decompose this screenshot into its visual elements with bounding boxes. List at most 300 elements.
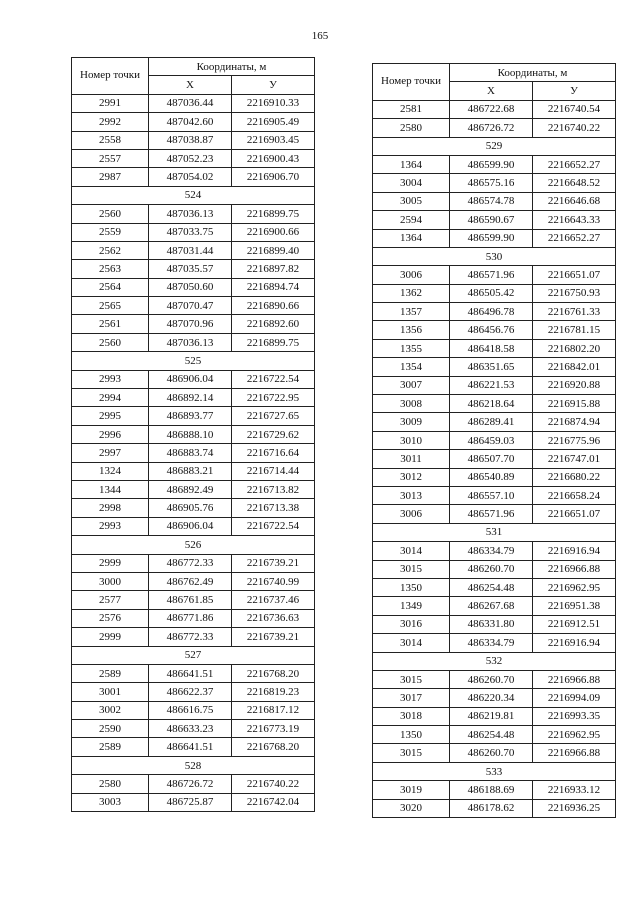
y-coordinate-cell: 2216899.75: [232, 333, 315, 351]
x-coordinate-cell: 486220.34: [450, 689, 533, 707]
point-number-cell: 3014: [373, 634, 450, 652]
y-coordinate-cell: 2216900.66: [232, 223, 315, 241]
x-coordinate-cell: 486599.90: [450, 155, 533, 173]
table-row: [72, 407, 315, 425]
table-row: [373, 578, 616, 596]
point-number-cell: 3006: [373, 505, 450, 523]
table-row: [373, 597, 616, 615]
point-number-cell: 1357: [373, 303, 450, 321]
point-number-cell: 3013: [373, 486, 450, 504]
table-row: [72, 499, 315, 517]
y-coordinate-cell: 2216906.70: [232, 168, 315, 186]
y-coordinate-cell: 2216680.22: [533, 468, 616, 486]
table-row: [373, 376, 616, 394]
point-number-cell: 1362: [373, 284, 450, 302]
x-coordinate-cell: 486331.80: [450, 615, 533, 633]
point-number-cell: 2560: [72, 205, 149, 223]
point-number-cell: 2559: [72, 223, 149, 241]
x-coordinate-cell: 487035.57: [149, 260, 232, 278]
point-number-header: Номер точки: [373, 64, 450, 101]
table-row: [373, 431, 616, 449]
y-coordinate-cell: 2216652.27: [533, 229, 616, 247]
y-header: У: [232, 76, 315, 94]
x-coordinate-cell: 486260.70: [450, 670, 533, 688]
point-number-cell: 1324: [72, 462, 149, 480]
y-coordinate-cell: 2216962.95: [533, 578, 616, 596]
table-row: [72, 131, 315, 149]
y-coordinate-cell: 2216740.22: [232, 775, 315, 793]
y-coordinate-cell: 2216933.12: [533, 781, 616, 799]
table-header-row: [373, 64, 616, 82]
section-number: 526: [72, 536, 315, 554]
table-row: [72, 278, 315, 296]
table-row: [72, 94, 315, 112]
point-number-cell: 2991: [72, 94, 149, 112]
table-row: [373, 542, 616, 560]
y-coordinate-cell: 2216747.01: [533, 450, 616, 468]
table-row: [373, 395, 616, 413]
page-number: 165: [311, 30, 329, 42]
x-coordinate-cell: 486762.49: [149, 572, 232, 590]
y-coordinate-cell: 2216897.82: [232, 260, 315, 278]
table-row: [72, 683, 315, 701]
section-row: [72, 186, 315, 204]
section-row: [72, 536, 315, 554]
point-number-cell: 2993: [72, 517, 149, 535]
x-coordinate-cell: 486418.58: [450, 339, 533, 357]
section-row: [373, 247, 616, 265]
x-coordinate-cell: 486905.76: [149, 499, 232, 517]
point-number-cell: 3012: [373, 468, 450, 486]
table-row: [373, 707, 616, 725]
y-coordinate-cell: 2216716.64: [232, 444, 315, 462]
table-row: [373, 339, 616, 357]
section-number: 531: [373, 523, 616, 541]
x-coordinate-cell: 487036.13: [149, 333, 232, 351]
point-number-cell: 3008: [373, 395, 450, 413]
point-number-cell: 3015: [373, 560, 450, 578]
y-coordinate-cell: 2216962.95: [533, 726, 616, 744]
y-coordinate-cell: 2216900.43: [232, 149, 315, 167]
y-coordinate-cell: 2216739.21: [232, 628, 315, 646]
table-row: [373, 321, 616, 339]
x-coordinate-cell: 486641.51: [149, 738, 232, 756]
table-row: [72, 389, 315, 407]
point-number-cell: 3007: [373, 376, 450, 394]
section-number: 528: [72, 756, 315, 774]
x-coordinate-cell: 487033.75: [149, 223, 232, 241]
point-number-cell: 1350: [373, 726, 450, 744]
y-coordinate-cell: 2216912.51: [533, 615, 616, 633]
y-coordinate-cell: 2216739.21: [232, 554, 315, 572]
point-number-cell: 3002: [72, 701, 149, 719]
point-number-cell: 3006: [373, 266, 450, 284]
y-coordinate-cell: 2216802.20: [533, 339, 616, 357]
table-row: [72, 205, 315, 223]
y-coordinate-cell: 2216768.20: [232, 664, 315, 682]
point-number-cell: 2560: [72, 333, 149, 351]
table-row: [72, 775, 315, 793]
x-coordinate-cell: 486590.67: [450, 211, 533, 229]
y-coordinate-cell: 2216817.12: [232, 701, 315, 719]
section-row: [373, 652, 616, 670]
table-row: [373, 799, 616, 817]
point-number-cell: 1354: [373, 358, 450, 376]
point-number-cell: 2999: [72, 554, 149, 572]
y-coordinate-cell: 2216729.62: [232, 425, 315, 443]
x-coordinate-cell: 487070.47: [149, 297, 232, 315]
x-coordinate-cell: 486892.49: [149, 480, 232, 498]
point-number-cell: 3015: [373, 744, 450, 762]
table-row: [373, 486, 616, 504]
point-number-cell: 3015: [373, 670, 450, 688]
y-coordinate-cell: 2216842.01: [533, 358, 616, 376]
point-number-cell: 3020: [373, 799, 450, 817]
x-coordinate-cell: 486772.33: [149, 628, 232, 646]
table-row: [72, 572, 315, 590]
table-row: [72, 241, 315, 259]
x-coordinate-cell: 486334.79: [450, 542, 533, 560]
y-coordinate-cell: 2216722.54: [232, 517, 315, 535]
y-coordinate-cell: 2216713.38: [232, 499, 315, 517]
point-number-cell: 1356: [373, 321, 450, 339]
x-coordinate-cell: 486218.64: [450, 395, 533, 413]
coordinates-header: Координаты, м: [149, 58, 315, 76]
table-row: [72, 462, 315, 480]
table-row: [373, 211, 616, 229]
x-coordinate-cell: 487042.60: [149, 113, 232, 131]
section-row: [72, 352, 315, 370]
x-coordinate-cell: 486883.21: [149, 462, 232, 480]
point-number-cell: 3010: [373, 431, 450, 449]
x-coordinate-cell: 486761.85: [149, 591, 232, 609]
x-coordinate-cell: 486574.78: [450, 192, 533, 210]
y-coordinate-cell: 2216736.63: [232, 609, 315, 627]
table-row: [72, 591, 315, 609]
x-coordinate-cell: 486726.72: [450, 119, 533, 137]
y-coordinate-cell: 2216648.52: [533, 174, 616, 192]
point-number-cell: 2995: [72, 407, 149, 425]
point-number-cell: 2580: [72, 775, 149, 793]
x-coordinate-cell: 486906.04: [149, 370, 232, 388]
x-coordinate-cell: 486260.70: [450, 560, 533, 578]
y-coordinate-cell: 2216643.33: [533, 211, 616, 229]
x-coordinate-cell: 487070.96: [149, 315, 232, 333]
table-row: [373, 100, 616, 118]
coordinates-table-left: [71, 57, 315, 812]
x-coordinate-cell: 486289.41: [450, 413, 533, 431]
x-coordinate-cell: 486507.70: [450, 450, 533, 468]
x-coordinate-cell: 486334.79: [450, 634, 533, 652]
x-coordinate-cell: 487036.44: [149, 94, 232, 112]
x-header: X: [149, 76, 232, 94]
x-coordinate-cell: 486540.89: [450, 468, 533, 486]
y-coordinate-cell: 2216966.88: [533, 560, 616, 578]
point-number-cell: 1355: [373, 339, 450, 357]
y-coordinate-cell: 2216993.35: [533, 707, 616, 725]
table-row: [373, 303, 616, 321]
table-row: [373, 726, 616, 744]
x-coordinate-cell: 487031.44: [149, 241, 232, 259]
point-number-cell: 3009: [373, 413, 450, 431]
table-row: [373, 560, 616, 578]
x-coordinate-cell: 486571.96: [450, 505, 533, 523]
point-number-cell: 2562: [72, 241, 149, 259]
table-row: [72, 517, 315, 535]
y-coordinate-cell: 2216658.24: [533, 486, 616, 504]
point-number-cell: 3003: [72, 793, 149, 811]
table-row: [72, 370, 315, 388]
x-coordinate-cell: 486906.04: [149, 517, 232, 535]
y-coordinate-cell: 2216951.38: [533, 597, 616, 615]
x-coordinate-cell: 486254.48: [450, 578, 533, 596]
point-number-cell: 3004: [373, 174, 450, 192]
x-coordinate-cell: 486641.51: [149, 664, 232, 682]
section-number: 530: [373, 247, 616, 265]
x-coordinate-cell: 486505.42: [450, 284, 533, 302]
table-row: [373, 670, 616, 688]
section-number: 525: [72, 352, 315, 370]
y-coordinate-cell: 2216714.44: [232, 462, 315, 480]
point-number-cell: 2580: [373, 119, 450, 137]
table-row: [72, 297, 315, 315]
table-row: [72, 113, 315, 131]
x-coordinate-cell: 486459.03: [450, 431, 533, 449]
point-number-cell: 2994: [72, 389, 149, 407]
y-coordinate-cell: 2216874.94: [533, 413, 616, 431]
point-number-cell: 2993: [72, 370, 149, 388]
table-row: [72, 793, 315, 811]
table-row: [72, 425, 315, 443]
y-coordinate-cell: 2216936.25: [533, 799, 616, 817]
y-coordinate-cell: 2216742.04: [232, 793, 315, 811]
x-coordinate-cell: 486575.16: [450, 174, 533, 192]
x-coordinate-cell: 486726.72: [149, 775, 232, 793]
y-coordinate-cell: 2216966.88: [533, 670, 616, 688]
point-number-cell: 2987: [72, 168, 149, 186]
table-row: [72, 720, 315, 738]
y-coordinate-cell: 2216740.99: [232, 572, 315, 590]
section-number: 524: [72, 186, 315, 204]
x-coordinate-cell: 486616.75: [149, 701, 232, 719]
table-row: [72, 480, 315, 498]
y-coordinate-cell: 2216781.15: [533, 321, 616, 339]
point-number-cell: 2563: [72, 260, 149, 278]
x-coordinate-cell: 486622.37: [149, 683, 232, 701]
section-row: [373, 762, 616, 780]
table-row: [373, 358, 616, 376]
y-coordinate-cell: 2216740.22: [533, 119, 616, 137]
y-coordinate-cell: 2216994.09: [533, 689, 616, 707]
y-coordinate-cell: 2216899.75: [232, 205, 315, 223]
table-row: [72, 554, 315, 572]
y-coordinate-cell: 2216894.74: [232, 278, 315, 296]
x-coordinate-cell: 486571.96: [450, 266, 533, 284]
y-coordinate-cell: 2216905.49: [232, 113, 315, 131]
point-number-cell: 2557: [72, 149, 149, 167]
point-number-cell: 3016: [373, 615, 450, 633]
point-number-cell: 2581: [373, 100, 450, 118]
y-coordinate-cell: 2216915.88: [533, 395, 616, 413]
x-coordinate-cell: 487038.87: [149, 131, 232, 149]
point-number-cell: 2565: [72, 297, 149, 315]
y-coordinate-cell: 2216920.88: [533, 376, 616, 394]
table-row: [373, 192, 616, 210]
point-number-cell: 2561: [72, 315, 149, 333]
y-coordinate-cell: 2216890.66: [232, 297, 315, 315]
y-coordinate-cell: 2216737.46: [232, 591, 315, 609]
y-coordinate-cell: 2216722.54: [232, 370, 315, 388]
section-number: 533: [373, 762, 616, 780]
table-row: [72, 260, 315, 278]
y-coordinate-cell: 2216727.65: [232, 407, 315, 425]
y-coordinate-cell: 2216819.23: [232, 683, 315, 701]
section-number: 529: [373, 137, 616, 155]
y-coordinate-cell: 2216713.82: [232, 480, 315, 498]
x-coordinate-cell: 486219.81: [450, 707, 533, 725]
table-row: [72, 664, 315, 682]
table-row: [373, 119, 616, 137]
point-number-cell: 3018: [373, 707, 450, 725]
y-coordinate-cell: 2216740.54: [533, 100, 616, 118]
y-coordinate-cell: 2216652.27: [533, 155, 616, 173]
y-coordinate-cell: 2216651.07: [533, 505, 616, 523]
y-coordinate-cell: 2216916.94: [533, 634, 616, 652]
point-number-cell: 2564: [72, 278, 149, 296]
table-row: [373, 468, 616, 486]
table-row: [373, 266, 616, 284]
x-coordinate-cell: 486351.65: [450, 358, 533, 376]
section-number: 527: [72, 646, 315, 664]
point-number-cell: 2576: [72, 609, 149, 627]
point-number-cell: 3000: [72, 572, 149, 590]
point-number-cell: 2590: [72, 720, 149, 738]
point-number-cell: 2998: [72, 499, 149, 517]
x-coordinate-cell: 486888.10: [149, 425, 232, 443]
point-number-cell: 2999: [72, 628, 149, 646]
section-number: 532: [373, 652, 616, 670]
coordinates-header: Координаты, м: [450, 64, 616, 82]
point-number-cell: 1364: [373, 155, 450, 173]
section-row: [373, 523, 616, 541]
table-row: [373, 155, 616, 173]
x-coordinate-cell: 486178.62: [450, 799, 533, 817]
y-header: У: [533, 82, 616, 100]
x-coordinate-cell: 486725.87: [149, 793, 232, 811]
table-row: [373, 744, 616, 762]
x-coordinate-cell: 486771.86: [149, 609, 232, 627]
table-row: [72, 609, 315, 627]
section-row: [72, 756, 315, 774]
point-number-cell: 3017: [373, 689, 450, 707]
section-row: [373, 137, 616, 155]
x-coordinate-cell: 486772.33: [149, 554, 232, 572]
table-row: [373, 781, 616, 799]
point-number-cell: 3019: [373, 781, 450, 799]
table-row: [373, 615, 616, 633]
table-row: [72, 628, 315, 646]
table-row: [72, 738, 315, 756]
x-coordinate-cell: 486221.53: [450, 376, 533, 394]
x-coordinate-cell: 486496.78: [450, 303, 533, 321]
point-number-header: Номер точки: [72, 58, 149, 95]
x-header: X: [450, 82, 533, 100]
y-coordinate-cell: 2216899.40: [232, 241, 315, 259]
y-coordinate-cell: 2216722.95: [232, 389, 315, 407]
y-coordinate-cell: 2216775.96: [533, 431, 616, 449]
table-row: [72, 701, 315, 719]
y-coordinate-cell: 2216966.88: [533, 744, 616, 762]
point-number-cell: 3001: [72, 683, 149, 701]
x-coordinate-cell: 486892.14: [149, 389, 232, 407]
x-coordinate-cell: 487054.02: [149, 168, 232, 186]
point-number-cell: 1350: [373, 578, 450, 596]
table-row: [373, 229, 616, 247]
table-row: [373, 505, 616, 523]
table-row: [373, 413, 616, 431]
point-number-cell: 1364: [373, 229, 450, 247]
point-number-cell: 2992: [72, 113, 149, 131]
x-coordinate-cell: 487036.13: [149, 205, 232, 223]
point-number-cell: 3005: [373, 192, 450, 210]
table-row: [373, 450, 616, 468]
table-row: [373, 284, 616, 302]
point-number-cell: 2558: [72, 131, 149, 149]
point-number-cell: 2997: [72, 444, 149, 462]
point-number-cell: 2996: [72, 425, 149, 443]
x-coordinate-cell: 487052.23: [149, 149, 232, 167]
point-number-cell: 3014: [373, 542, 450, 560]
point-number-cell: 1349: [373, 597, 450, 615]
table-row: [373, 174, 616, 192]
x-coordinate-cell: 486722.68: [450, 100, 533, 118]
point-number-cell: 2594: [373, 211, 450, 229]
table-row: [72, 333, 315, 351]
x-coordinate-cell: 486893.77: [149, 407, 232, 425]
point-number-cell: 2589: [72, 664, 149, 682]
point-number-cell: 1344: [72, 480, 149, 498]
y-coordinate-cell: 2216646.68: [533, 192, 616, 210]
point-number-cell: 2577: [72, 591, 149, 609]
table-row: [72, 223, 315, 241]
table-row: [72, 149, 315, 167]
y-coordinate-cell: 2216910.33: [232, 94, 315, 112]
y-coordinate-cell: 2216903.45: [232, 131, 315, 149]
x-coordinate-cell: 486267.68: [450, 597, 533, 615]
table-row: [373, 634, 616, 652]
table-row: [72, 444, 315, 462]
point-number-cell: 3011: [373, 450, 450, 468]
x-coordinate-cell: 486456.76: [450, 321, 533, 339]
coordinates-table-right: [372, 63, 616, 818]
x-coordinate-cell: 486254.48: [450, 726, 533, 744]
y-coordinate-cell: 2216651.07: [533, 266, 616, 284]
y-coordinate-cell: 2216750.93: [533, 284, 616, 302]
table-row: [373, 689, 616, 707]
y-coordinate-cell: 2216768.20: [232, 738, 315, 756]
table-header-row: [72, 58, 315, 76]
y-coordinate-cell: 2216916.94: [533, 542, 616, 560]
section-row: [72, 646, 315, 664]
x-coordinate-cell: 487050.60: [149, 278, 232, 296]
y-coordinate-cell: 2216761.33: [533, 303, 616, 321]
x-coordinate-cell: 486188.69: [450, 781, 533, 799]
y-coordinate-cell: 2216892.60: [232, 315, 315, 333]
x-coordinate-cell: 486599.90: [450, 229, 533, 247]
x-coordinate-cell: 486557.10: [450, 486, 533, 504]
table-row: [72, 168, 315, 186]
x-coordinate-cell: 486883.74: [149, 444, 232, 462]
